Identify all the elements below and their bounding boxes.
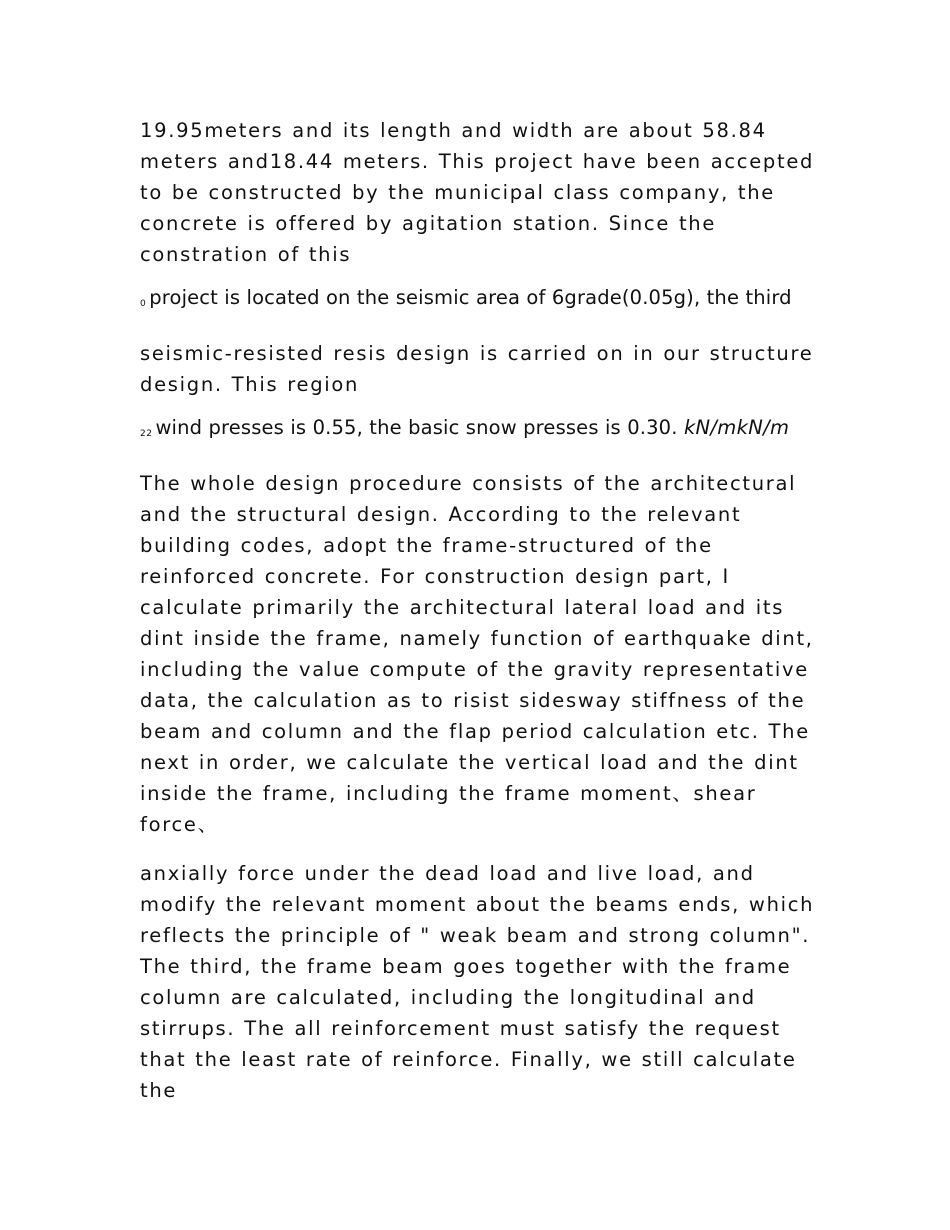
paragraph-building-dimensions: 19.95meters and its length and width are about 58.84 meters and18.44 meters. This project have been accepted to be constructed by the municipal class company, the concrete is offered by agitation station. Since the constration of this xyxy=(140,119,815,266)
paragraph-seismic-area xyxy=(140,282,830,320)
subscript-marker: 0 xyxy=(140,299,147,309)
units-formula: kN/mkN/m xyxy=(683,416,790,439)
subscript-marker: 22 xyxy=(140,429,153,439)
paragraph-load-analysis: anxially force under the dead load and live load, and modify the relevant moment about the beams ends, which reflects the principle of " weak beam and strong column". The third, the frame beam goes together with the frame column are calculated, including the longitudinal and stirrups. The all reinforcement must satisfy the request that the least rate of reinforce. Finally, we still calculate the xyxy=(140,862,815,1102)
wind-snow-text: wind presses is 0.55, the basic snow presses is 0.30. xyxy=(155,416,678,439)
paragraph-seismic-design: seismic-resisted resis design is carried on in our structure design. This region xyxy=(140,342,814,396)
paragraph-wind-snow xyxy=(140,412,830,450)
paragraph-design-procedure: The whole design procedure consists of the architectural and the structural design. According to the relevant building codes, adopt the frame-structured of the reinforced concrete. For construction design part, I calculate primarily the architectural lateral load and its dint inside the frame, namely function of earthquake dint, including the value compute of the gravity representative data, the calculation as to risist sidesway stiffness of the beam and column and the flap period calculation etc. The next in order, we calculate the vertical load and the dint inside the frame, including the frame moment、shear force、 xyxy=(140,472,814,836)
document-page xyxy=(140,115,830,1106)
seismic-area-text: project is located on the seismic area of 6grade(0.05g), the third xyxy=(149,286,792,309)
